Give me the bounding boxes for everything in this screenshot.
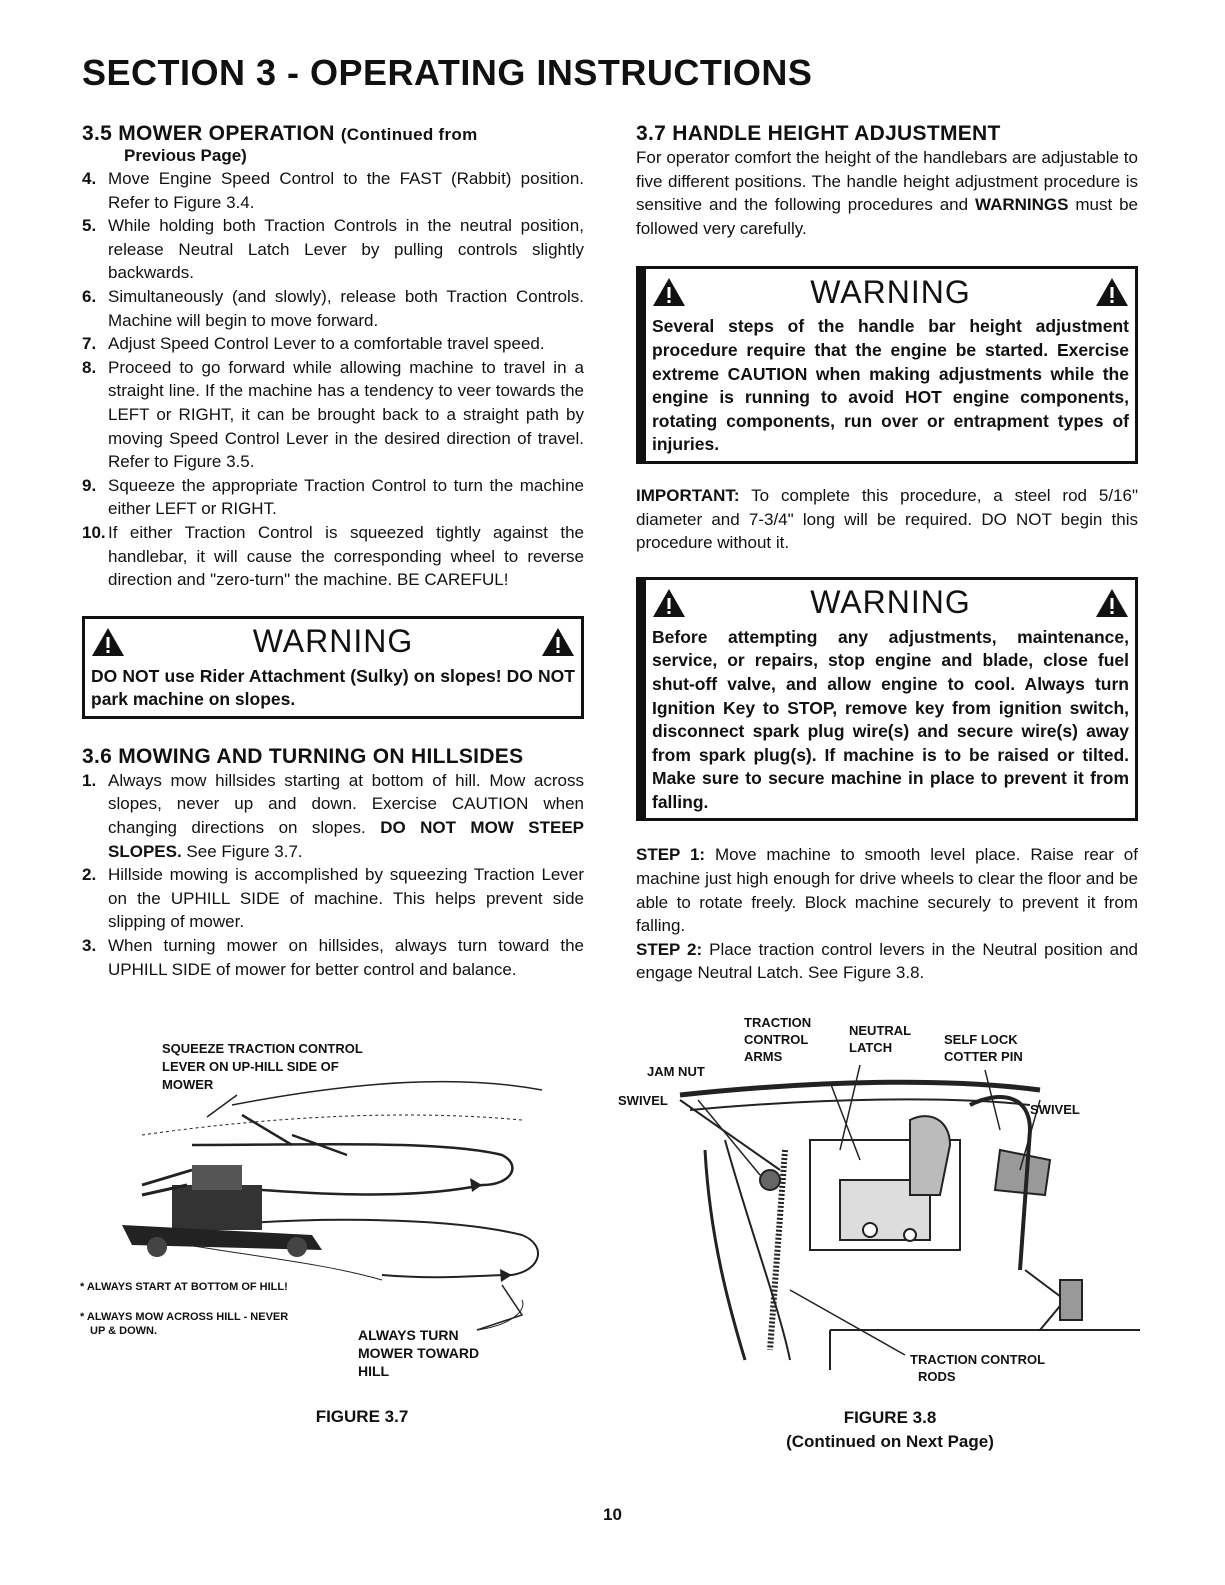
- continued-next-page: (Continued on Next Page): [786, 1432, 994, 1451]
- label-swivel-right: SWIVEL: [1030, 1102, 1080, 1117]
- important-note: [636, 484, 1138, 555]
- item-number: 2.: [82, 865, 97, 885]
- figure-3-7-caption: FIGURE 3.7: [315, 1407, 409, 1426]
- intro-text-end: must be followed very carefully.: [636, 195, 1138, 238]
- item-text: Simultaneously (and slowly), release both Traction Controls. Machine will begin to move forward.: [108, 286, 584, 330]
- item-text: Move Engine Speed Control to the FAST (Rabbit) position. Refer to Figure 3.4.: [108, 169, 584, 212]
- handle-intro: [636, 146, 1138, 240]
- label-rods-1: TRACTION CONTROL: [910, 1352, 1046, 1367]
- label-self-lock-2: COTTER PIN: [944, 1049, 1023, 1064]
- item-number: 6.: [82, 286, 97, 306]
- label-neutral-2: LATCH: [849, 1040, 893, 1055]
- warning-header: [652, 269, 1129, 315]
- warning-text: Several steps of the handle bar height adjustment procedure require that the engine be started. Exercise extreme CAUTION when making adjustments while the engine is running to avoid HOT engine components, rotating components, run over or entrapment types of injuries.: [652, 316, 1129, 455]
- item-text: Squeeze the appropriate Traction Control to turn the machine either LEFT or RIGHT.: [108, 475, 584, 519]
- warning-title: WARNING: [810, 273, 971, 310]
- item-text: Adjust Speed Control Lever to a comfortable travel speed.: [108, 334, 545, 354]
- page-number: 10: [603, 1505, 622, 1524]
- step-2: [636, 938, 1138, 985]
- item-text: While holding both Traction Controls in the neutral position, release Neutral Latch Lever by pulling controls slightly backwards.: [108, 216, 584, 283]
- list-item: [82, 521, 584, 592]
- step-1-text: Move machine to smooth level place. Raise rear of machine just high enough for drive wheels to clear the floor and be able to rotate freely. Block machine securely to prevent it from falling.: [636, 845, 1138, 936]
- label-turn-3: HILL: [358, 1363, 390, 1379]
- list-item: [82, 214, 584, 285]
- warning-header: [91, 619, 575, 665]
- item-number: 1.: [82, 770, 97, 790]
- sulky-warning-box: [82, 616, 584, 719]
- label-traction-control-1: TRACTION: [744, 1015, 812, 1030]
- warning-triangle-icon: [652, 277, 686, 307]
- figure-3-8: [620, 1010, 1140, 1450]
- warning-triangle-icon: [91, 627, 125, 657]
- list-item: [82, 769, 584, 863]
- mower-icon: [122, 1165, 322, 1257]
- figure-3-8-caption: FIGURE 3.8: [843, 1408, 937, 1427]
- intro-warnings-emphasis: WARNINGS: [974, 195, 1069, 215]
- hillside-list: [82, 769, 584, 981]
- important-text: To complete this procedure, a steel rod 5/16" diameter and 7-3/4" long will be required. DO NOT begin this procedure without it.: [636, 485, 1138, 553]
- step-1: [636, 843, 1138, 937]
- item-number: 10.: [82, 522, 106, 542]
- steep-slopes-warning: DO NOT MOW STEEP SLOPES.: [108, 818, 584, 861]
- warning-triangle-icon: [541, 627, 575, 657]
- label-neutral-1: NEUTRAL: [849, 1023, 912, 1038]
- label-start-bottom: * ALWAYS START AT BOTTOM OF HILL!: [80, 1281, 288, 1293]
- list-item: [82, 863, 584, 934]
- continued-subhead: Previous Page): [124, 146, 247, 165]
- label-up-down: UP & DOWN.: [90, 1325, 158, 1337]
- figure-3-7: [82, 1035, 602, 1435]
- maintenance-warning-box: [636, 577, 1138, 822]
- item-text: If either Traction Control is squeezed tightly against the handlebar, it will cause the corresponding wheel to reverse direction and "zero-turn" the machine. BE CAREFUL!: [108, 522, 584, 590]
- engine-running-warning-box: [636, 266, 1138, 464]
- warning-header: [652, 580, 1129, 626]
- section-3-6-heading: 3.6 MOWING AND TURNING ON HILLSIDES: [82, 744, 524, 768]
- label-traction-control-3: ARMS: [744, 1049, 783, 1064]
- step-2-label: STEP 2:: [636, 939, 703, 959]
- section-3-5-title: 3.5 MOWER OPERATION: [82, 122, 335, 145]
- item-number: 9.: [82, 475, 97, 495]
- mower-operation-list: [82, 167, 584, 592]
- step-1-label: STEP 1:: [636, 845, 706, 865]
- page-title: SECTION 3 - OPERATING INSTRUCTIONS: [82, 52, 813, 93]
- intro-text: For operator comfort the height of the handlebars are adjustable to five different positions. The handle height adjustment procedure is sensitive and the following procedures and: [636, 148, 1138, 215]
- warning-title: WARNING: [252, 623, 414, 660]
- item-text: Hillside mowing is accomplished by squeezing Traction Lever on the UPHILL SIDE of machine. This helps prevent side slipping of mower.: [108, 865, 584, 932]
- label-lever: LEVER ON UP-HILL SIDE OF: [162, 1059, 339, 1074]
- warning-triangle-icon: [652, 588, 686, 618]
- label-self-lock-1: SELF LOCK: [944, 1032, 1018, 1047]
- figure-reference: See Figure 3.7.: [186, 841, 303, 861]
- label-turn-1: ALWAYS TURN: [358, 1327, 459, 1343]
- list-item: [82, 285, 584, 332]
- hillside-mowing-illustration: [82, 1035, 602, 1395]
- continued-note: (Continued from: [340, 125, 478, 144]
- label-traction-control-2: CONTROL: [744, 1032, 809, 1047]
- warning-text: DO NOT use Rider Attachment (Sulky) on slopes! DO NOT park machine on slopes.: [91, 665, 575, 710]
- step-2-text: Place traction control levers in the Neutral position and engage Neutral Latch. See Figure 3.8.: [636, 939, 1138, 983]
- warning-title: WARNING: [810, 584, 971, 621]
- item-number: 4.: [82, 169, 97, 188]
- label-jam-nut: JAM NUT: [647, 1064, 705, 1079]
- item-text: Always mow hillsides starting at bottom of hill. Mow across slopes, never up and down. Exercise CAUTION when changing directions on slopes.: [108, 770, 584, 838]
- warning-text: Before attempting any adjustments, maintenance, service, or repairs, stop engine and blade, close fuel shut-off valve, and allow engine to cool. Always turn Ignition Key to STOP, remove key from ignition switch, disconnect spark plug wire(s) and secure wire(s) away from spark plug(s). If machine is to be raised or tilted. Make sure to secure machine in place to prevent it from falling.: [652, 626, 1129, 812]
- item-number: 7.: [82, 334, 97, 354]
- label-turn-2: MOWER TOWARD: [358, 1345, 480, 1361]
- label-mow-across: * ALWAYS MOW ACROSS HILL - NEVER: [80, 1311, 289, 1323]
- warning-triangle-icon: [1095, 277, 1129, 307]
- warning-triangle-icon: [1095, 588, 1129, 618]
- label-squeeze: SQUEEZE TRACTION CONTROL: [162, 1041, 363, 1056]
- item-number: 8.: [82, 357, 97, 377]
- right-column: [636, 122, 1138, 985]
- label-mower: MOWER: [162, 1077, 214, 1092]
- list-item: [82, 474, 584, 521]
- item-text: When turning mower on hillsides, always turn toward the UPHILL SIDE of mower for better control and balance.: [108, 936, 584, 979]
- section-3-7-heading: 3.7 HANDLE HEIGHT ADJUSTMENT: [636, 122, 1001, 145]
- left-column: [82, 122, 584, 981]
- list-item: [82, 332, 584, 356]
- section-3-5-heading: [82, 122, 584, 146]
- important-label: IMPORTANT:: [636, 485, 740, 505]
- item-number: 3.: [82, 936, 97, 956]
- label-rods-2: RODS: [918, 1369, 956, 1384]
- item-text: Proceed to go forward while allowing machine to travel in a straight line. If the machine has a tendency to veer towards the LEFT or RIGHT, it can be brought back to a straight path by moving Speed Control Lever in the desired direction of travel. Refer to Figure 3.5.: [108, 357, 584, 472]
- item-number: 5.: [82, 216, 97, 236]
- list-item: [82, 356, 584, 474]
- label-swivel-left: SWIVEL: [618, 1093, 668, 1108]
- list-item: [82, 934, 584, 981]
- list-item: [82, 167, 584, 214]
